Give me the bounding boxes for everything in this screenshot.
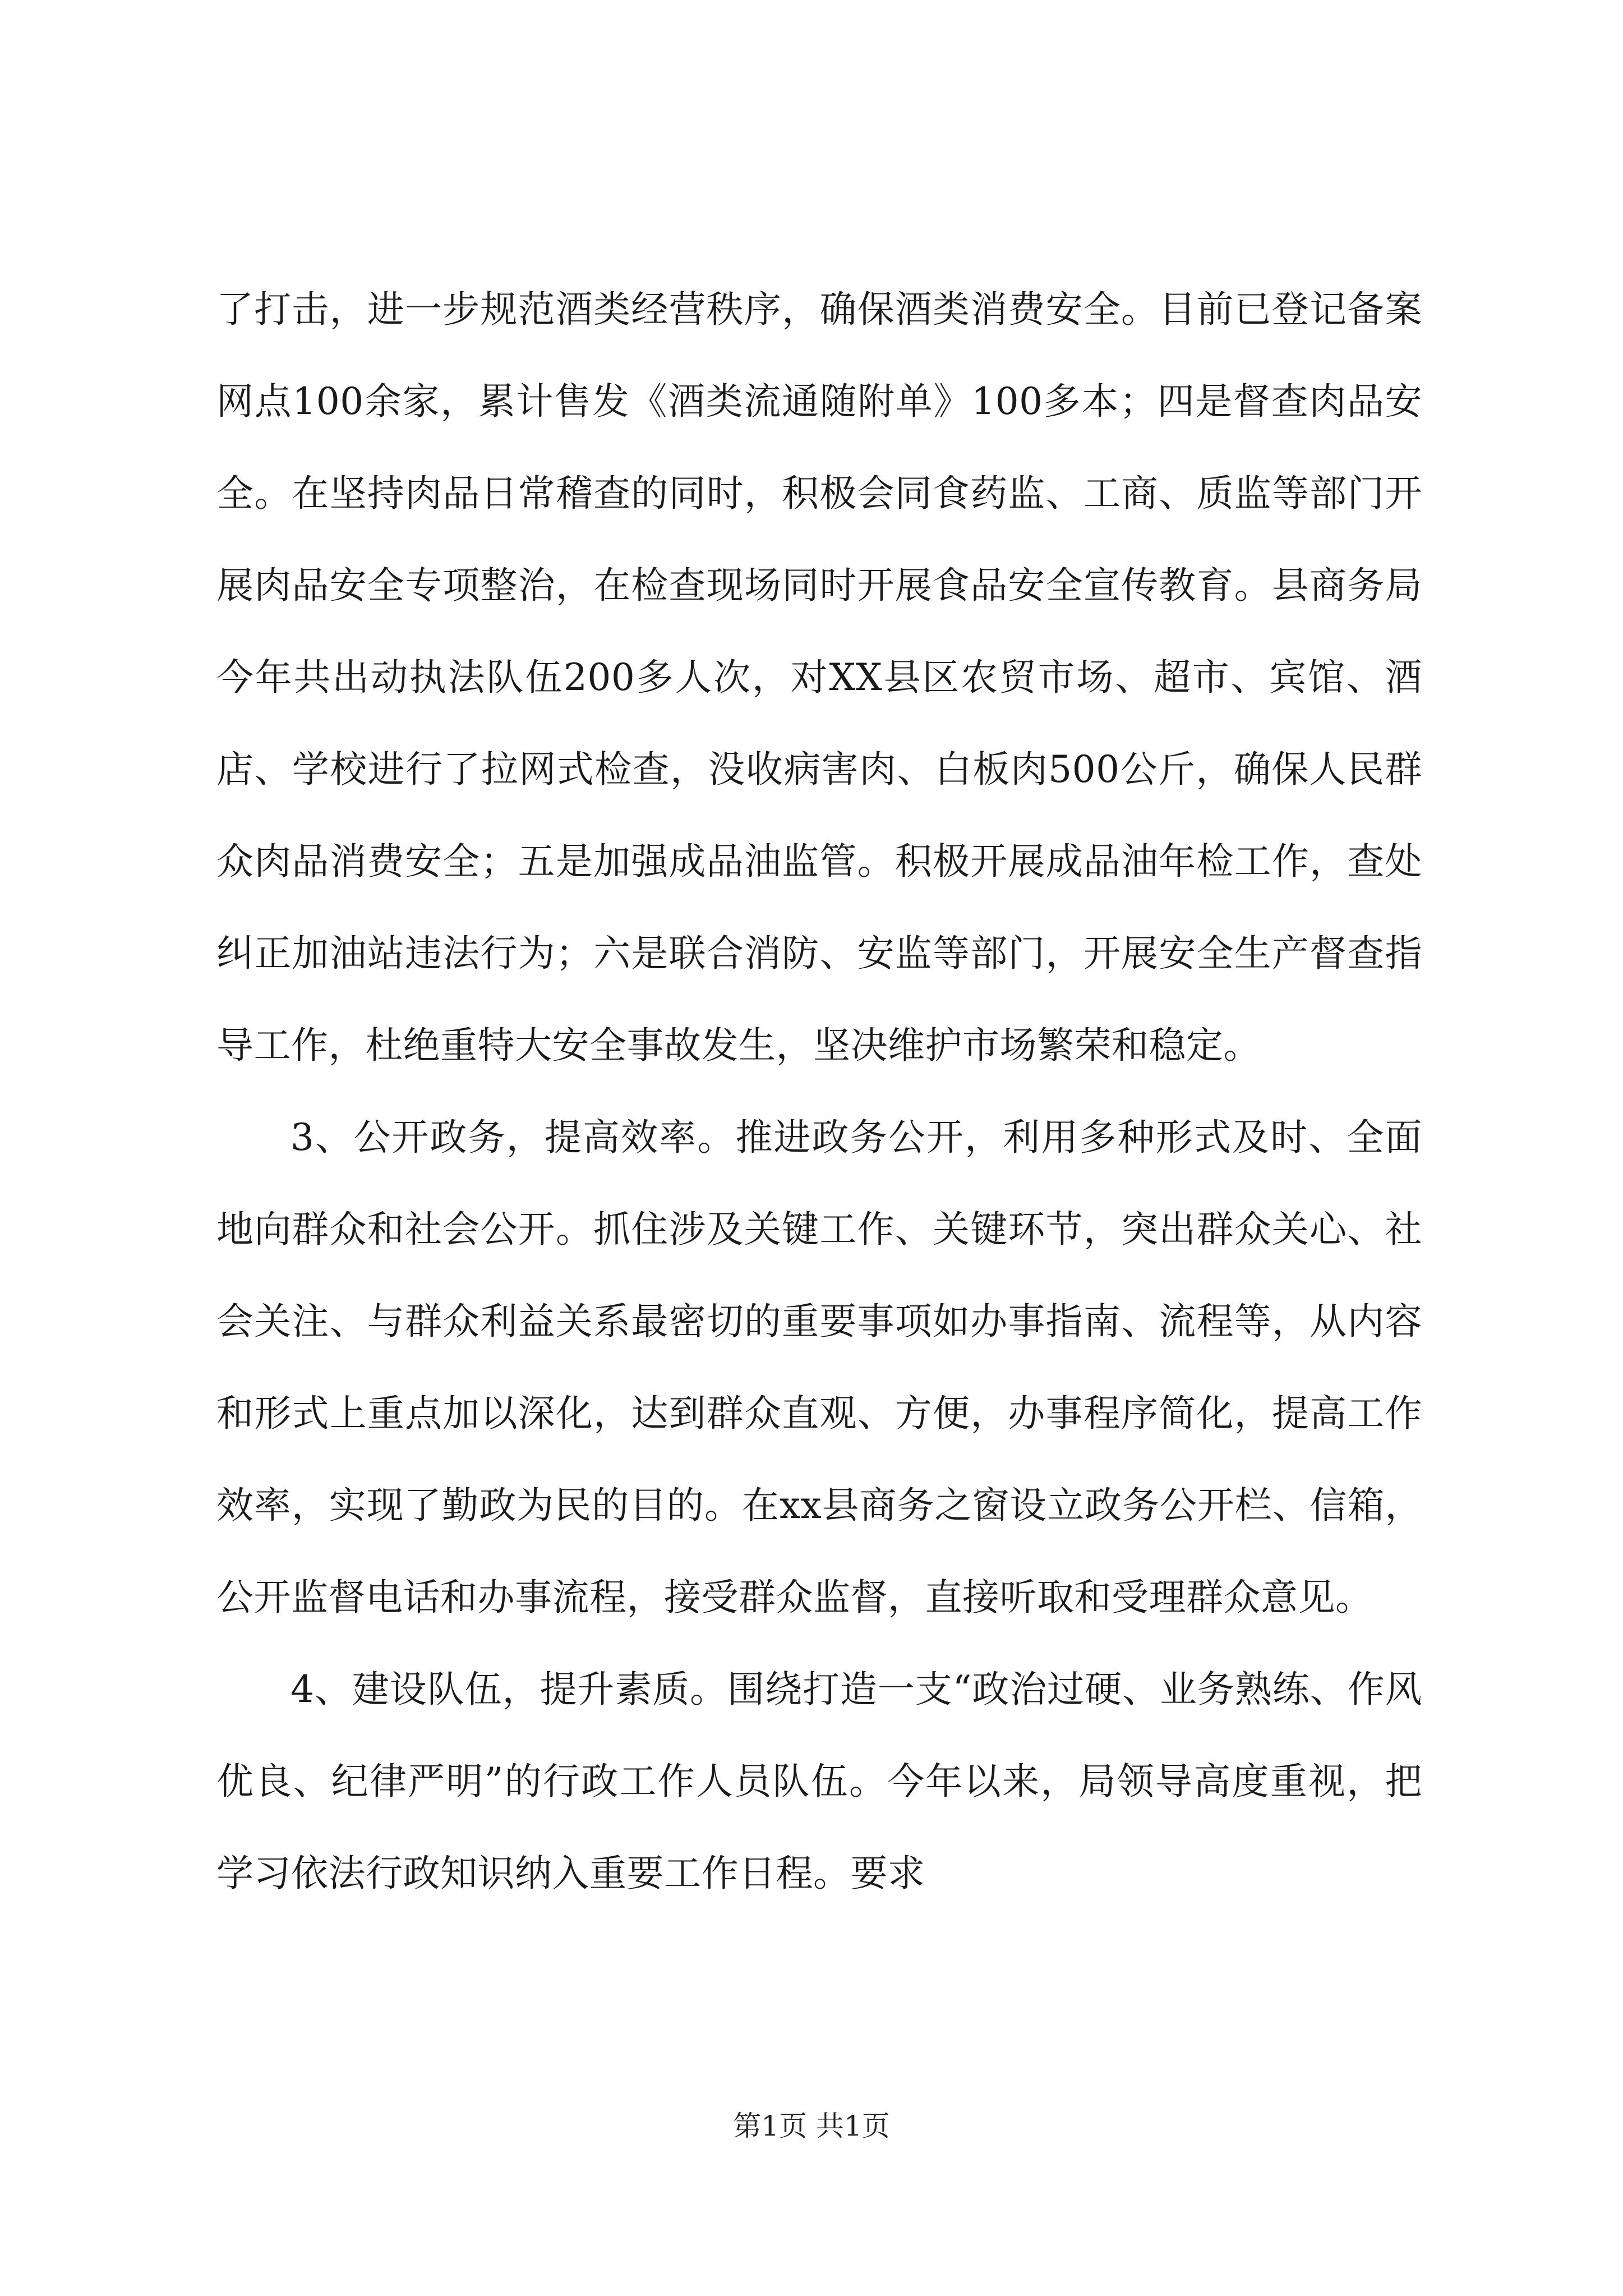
page-footer: 第1页 共1页: [733, 2110, 890, 2142]
document-body: [216, 264, 1422, 1920]
paragraph-continuation: 了打击，进一步规范酒类经营秩序，确保酒类消费安全。目前已登记备案网点100余家，累计售发《酒类流通随附单》100多本；四是督查肉品安全。在坚持肉品日常稽查的同时，积极会同食药监、工商、质监等部门开展肉品安全专项整治，在检查现场同时开展食品安全宣传教育。县商务局今年共出动执法队伍200多人次，对XX县区农贸市场、超市、宾馆、酒店、学校进行了拉网式检查，没收病害肉、白板肉500公斤，确保人民群众肉品消费安全；五是加强成品油监管。积极开展成品油年检工作，查处纠正加油站违法行为；六是联合消防、安监等部门，开展安全生产督查指导工作，杜绝重特大安全事故发生，坚决维护市场繁荣和稳定。: [216, 288, 1422, 1067]
paragraph-section-4: 4、建设队伍，提升素质。围绕打造一支“政治过硬、业务熟练、作风优良、纪律严明”的行政工作人员队伍。今年以来，局领导高度重视，把学习依法行政知识纳入重要工作日程。要求: [216, 1668, 1422, 1895]
paragraph-section-3: 3、公开政务，提高效率。推进政务公开，利用多种形式及时、全面地向群众和社会公开。抓住涉及关键工作、关键环节，突出群众关心、社会关注、与群众利益关系最密切的重要事项如办事指南、流程等，从内容和形式上重点加以深化，达到群众直观、方便，办事程序简化，提高工作效率，实现了勤政为民的目的。在xx县商务之窗设立政务公开栏、信箱，公开监督电话和办事流程，接受群众监督，直接听取和受理群众意见。: [216, 1116, 1422, 1619]
